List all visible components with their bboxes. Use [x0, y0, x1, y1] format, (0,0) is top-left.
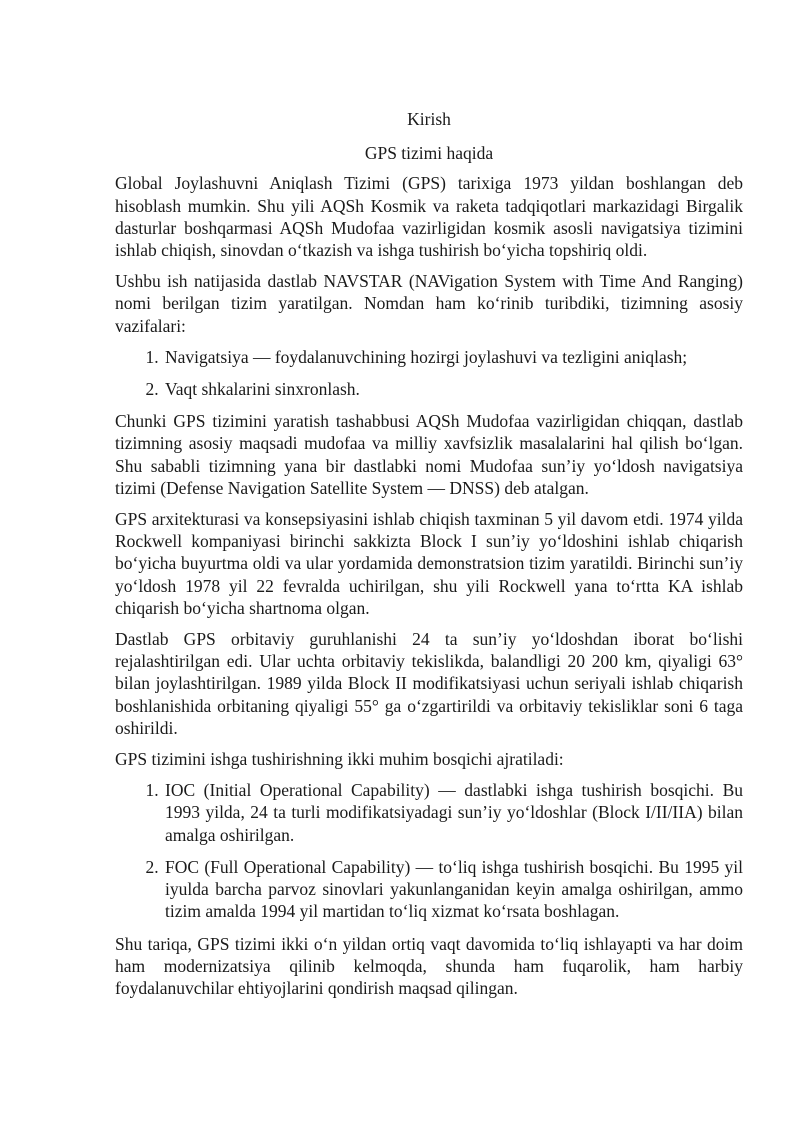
paragraph-dnss: Chunki GPS tizimini yaratish tashabbusi AQSh Mudofaa vazirligidan chiqqan, dastlab tizimning asosiy maqsadi mudofaa va milliy xavfsizlik masalalarini hal qilish bo‘lgan. Shu sababli tizimning yana bir dastlabki nomi Mudofaa sun’iy yo‘ldosh navigatsiya tizimi (Defense Navigation Satellite System — DNSS) deb atalgan.: [115, 411, 743, 498]
page-title: Kirish: [407, 109, 451, 129]
list-item: 2. Vaqt shkalarini sinxronlash.: [163, 378, 743, 400]
document-page: [115, 108, 743, 1008]
paragraph-conclusion: Shu tariqa, GPS tizimi ikki o‘n yildan ortiq vaqt davomida to‘liq ishlayapti va har doim ham modernizatsiya qilinib kelmoqda, shunda ham fuqarolik, ham harbiy foydalanuvchilar ehtiyojlarini qondirish maqsad qilingan.: [115, 933, 743, 998]
paragraph-architecture: GPS arxitekturasi va konsepsiyasini ishlab chiqish taxminan 5 yil davom etdi. 1974 yilda Rockwell kompaniyasi birinchi sakkizta Block I sun’iy yo‘ldoshini ishlab chiqarish bo‘yicha buyurtma oldi va ular yordamida demonstratsion tizim yaratildi. Birinchi sun’iy yo‘ldosh 1978 yil 22 fevralda uchirilgan, shu yili Rockwell yana to‘rtta KA ishlab chiqarish bo‘yicha shartnoma olgan.: [115, 509, 743, 618]
section-subtitle: GPS tizimi haqida: [364, 143, 494, 164]
paragraph-stages-intro: GPS tizimini ishga tushirishning ikki muhim bosqichi ajratiladi:: [115, 749, 564, 770]
list-item: 1. Navigatsiya — foydalanuvchining hozirgi joylashuvi va tezligini aniqlash;: [163, 346, 743, 368]
paragraph-navstar: Ushbu ish natijasida dastlab NAVSTAR (NAVigation System with Time And Ranging) nomi berilgan tizim yaratilgan. Nomdan ham ko‘rinib turibdiki, tizimning asosiy vazifalari:: [115, 271, 743, 336]
stages-list: [115, 779, 743, 922]
tasks-list: [115, 346, 743, 400]
list-item: 2. FOC (Full Operational Capability) — to‘liq ishga tushirish bosqichi. Bu 1995 yil iyulda barcha parvoz sinovlari yakunlanganidan keyin amalga oshirilgan, ammo tizim amalda 1994 yil martidan to‘liq xizmat ko‘rsata boshlagan.: [163, 856, 743, 923]
paragraph-gps-history: Global Joylashuvni Aniqlash Tizimi (GPS) tarixiga 1973 yildan boshlangan deb hisoblash mumkin. Shu yili AQSh Kosmik va raketa tadqiqotlari markazidagi Birgalik dasturlar boshqarmasi AQSh Mudofaa vazirligidan kosmik asosli navigatsiya tizimini ishlab chiqish, sinovdan o‘tkazish va ishga tushirish bo‘yicha topshiriq oldi.: [115, 173, 743, 261]
paragraph-orbital-group: Dastlab GPS orbitaviy guruhlanishi 24 ta sun’iy yo‘ldoshdan iborat bo‘lishi rejalashtirilgan edi. Ular uchta orbitaviy tekislikda, balandligi 20 200 km, qiyaligi 63° bilan joylashtirilgan. 1989 yilda Block II modifikatsiyasi uchun seriyali ishlab chiqarish boshlanishida orbitaning qiyaligi 55° ga o‘zgartirildi va orbitaviy tekisliklar soni 6 taga oshirildi.: [115, 629, 743, 738]
list-item: 1. IOC (Initial Operational Capability) — dastlabki ishga tushirish bosqichi. Bu 1993 yilda, 24 ta turli modifikatsiyadagi sun’iy yo‘ldoshlar (Block I/II/IIA) bilan amalga oshirilgan.: [163, 779, 743, 846]
